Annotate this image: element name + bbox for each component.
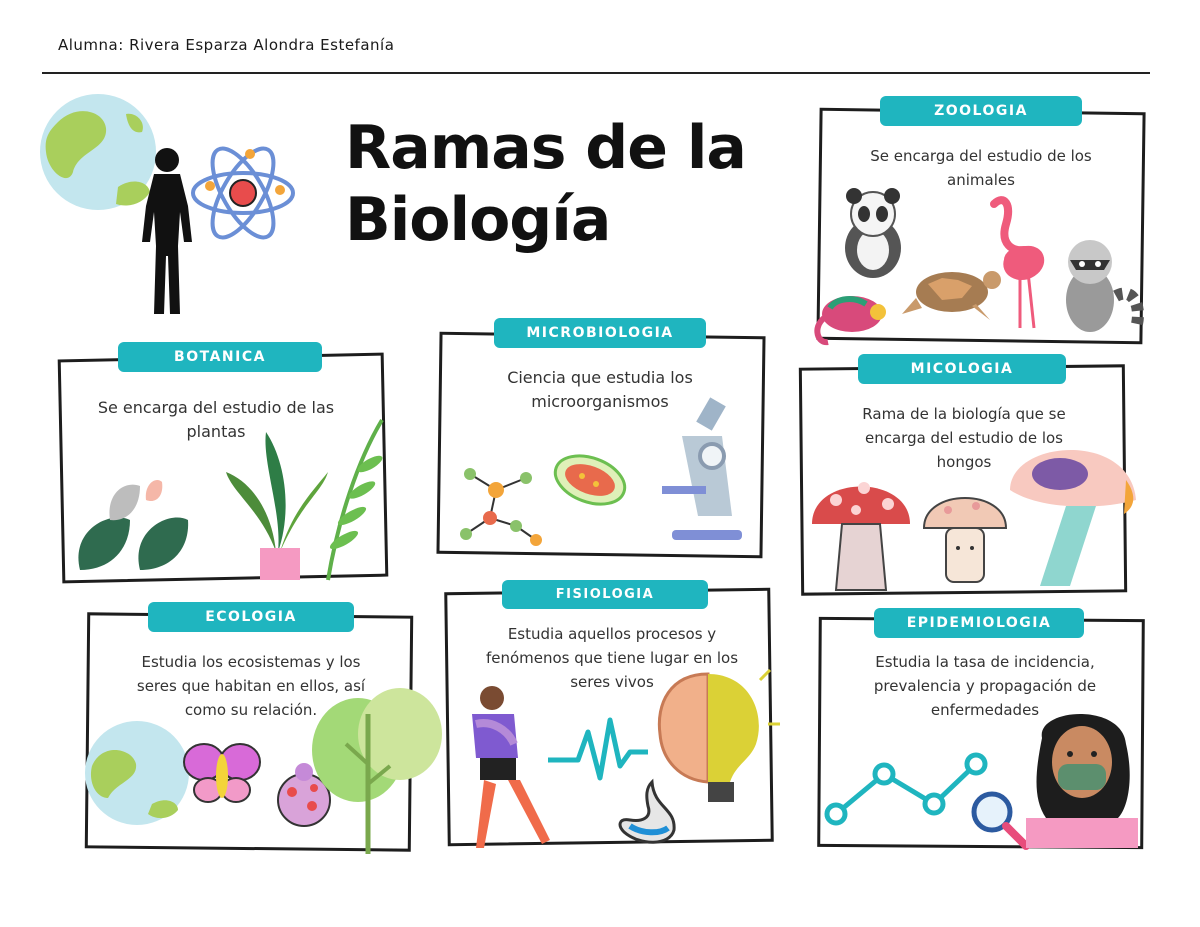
earth-small-icon (82, 718, 192, 828)
heartbeat-icon (548, 712, 648, 782)
epidemiologia-description: Estudia la tasa de incidencia, prevalencia y propagación de enfermedades (873, 653, 1097, 719)
panda-icon (838, 188, 908, 278)
zoologia-tag: ZOOLOGIA (880, 96, 1082, 126)
zoologia-description: Se encarga del estudio de los animales (870, 147, 1092, 189)
atom-icon (188, 138, 298, 248)
author-name: Alumna: Rivera Esparza Alondra Estefanía (58, 36, 395, 54)
header-divider (42, 72, 1150, 74)
bacteria-icon (550, 446, 630, 516)
potted-plant-icon (222, 432, 332, 582)
microbiologia-tag: MICROBIOLOGIA (494, 318, 706, 348)
micologia-tag: MICOLOGIA (858, 354, 1066, 384)
fern-icon (318, 420, 388, 580)
person-icon (462, 684, 562, 858)
turtle-icon (902, 258, 1002, 328)
ecologia-description: Estudia los ecosistemas y los seres que habitan en ellos, así como su relación. (136, 653, 366, 719)
leaf-icon (70, 470, 200, 580)
fisiologia-tag: FISIOLOGIA (502, 580, 708, 609)
epidemiologia-tag: EPIDEMIOLOGIA (874, 608, 1084, 638)
mushroom-icon (806, 454, 916, 594)
stomach-icon (612, 778, 682, 848)
micologia-description: Rama de la biología que se encarga del estudio de los hongos (862, 405, 1066, 471)
ecologia-tag: ECOLOGIA (148, 602, 354, 632)
microbiologia-description: Ciencia que estudia los microorganismos (507, 368, 693, 411)
botanica-tag: BOTANICA (118, 342, 322, 372)
molecule-icon (456, 460, 546, 550)
page-title (345, 112, 746, 256)
chameleon-icon (812, 288, 892, 348)
title-line-1: Ramas de la (345, 113, 746, 183)
tree-icon (306, 684, 446, 854)
mushroom-large-icon (1000, 420, 1140, 590)
botanica-description: Se encarga del estudio de las plantas (97, 398, 335, 441)
masked-woman-icon (1022, 708, 1142, 848)
butterfly-icon (182, 740, 262, 810)
raccoon-icon (1056, 236, 1146, 336)
title-line-2: Biología (345, 185, 611, 255)
mushroom-small-icon (920, 488, 1010, 588)
microscope-icon (652, 396, 752, 546)
fisiologia-description: Estudia aquellos procesos y fenómenos que tiene lugar en los seres vivos (485, 625, 739, 691)
